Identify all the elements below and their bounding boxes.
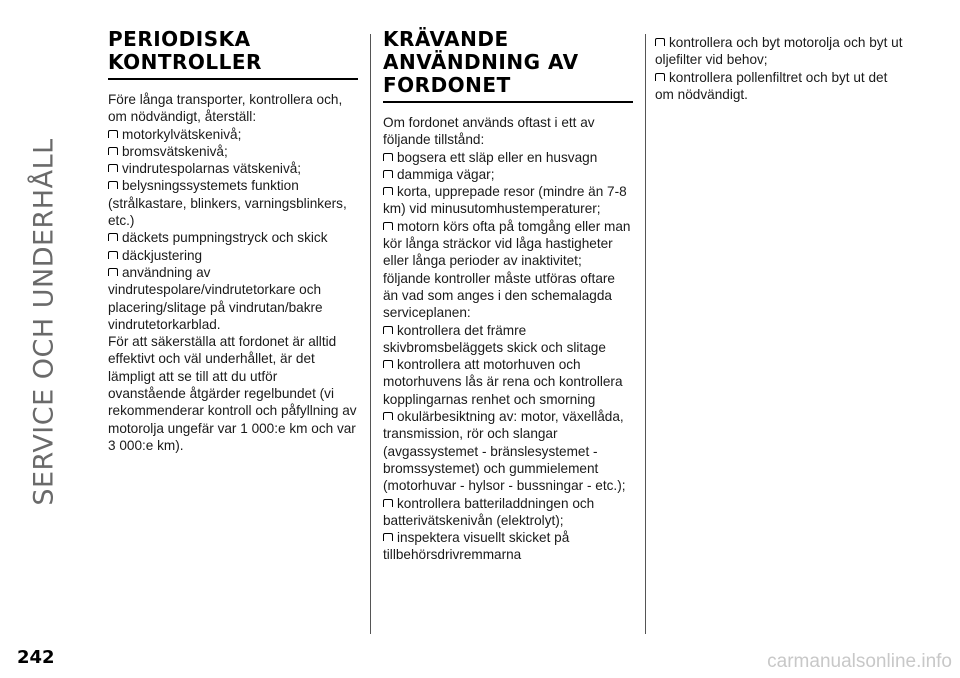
wrench-bullet-icon bbox=[383, 153, 393, 161]
heading-rule bbox=[108, 78, 358, 80]
wrench-bullet-icon bbox=[383, 222, 393, 230]
column-divider bbox=[645, 34, 646, 634]
list-item: användning av vindrutespolare/vindrutetorkare och placering/slitage på vindrutan/bakre vindrutetorkarblad. bbox=[108, 264, 323, 332]
periodic-checks-section bbox=[108, 28, 358, 454]
wrench-bullet-icon bbox=[655, 73, 665, 81]
wrench-bullet-icon bbox=[383, 326, 393, 334]
page-number: 242 bbox=[17, 647, 55, 668]
chapter-side-title: SERVICE OCH UNDERHÅLL bbox=[28, 138, 60, 506]
wrench-bullet-icon bbox=[108, 251, 118, 259]
list-item: kontrollera batteriladdningen och batterivätskenivån (elektrolyt); bbox=[383, 495, 595, 528]
wrench-bullet-icon bbox=[108, 233, 118, 241]
wrench-bullet-icon bbox=[108, 147, 118, 155]
section-closing: För att säkerställa att fordonet är alltid effektivt och väl underhållet, är det lämpligt att se till att du utför ovanstående åtgärder regelbundet (vi rekommenderar kontroll och påfyllning av motorolja ungefär var 1 000:e km och var 3 000:e km). bbox=[108, 334, 357, 453]
wrench-bullet-icon bbox=[383, 499, 393, 507]
watermark: carmanualsonline.info bbox=[767, 651, 952, 672]
column-divider bbox=[370, 34, 371, 634]
list-item: inspektera visuellt skicket på tillbehörsdrivremmarna bbox=[383, 530, 570, 563]
wrench-bullet-icon bbox=[108, 268, 118, 276]
wrench-bullet-icon bbox=[383, 187, 393, 195]
section-intro: Om fordonet används oftast i ett av följande tillstånd: bbox=[383, 115, 595, 148]
wrench-bullet-icon bbox=[108, 164, 118, 172]
list-item: däckjustering bbox=[108, 247, 358, 264]
list-item: vindrutespolarnas vätskenivå; bbox=[108, 160, 358, 177]
checks-intro: följande kontroller måste utföras oftare än vad som anges i den schemalagda serviceplanen: bbox=[383, 270, 615, 321]
section-intro: Före långa transporter, kontrollera och, om nödvändigt, återställ: bbox=[108, 92, 343, 125]
list-item: motorkylvätskenivå; bbox=[108, 126, 358, 143]
heading-rule bbox=[383, 101, 633, 103]
wrench-bullet-icon bbox=[655, 38, 665, 46]
wrench-bullet-icon bbox=[108, 181, 118, 189]
wrench-bullet-icon bbox=[383, 360, 393, 368]
list-item: okulärbesiktning av: motor, växellåda, transmission, rör och slangar (avgassystemet - bränslesystemet - bromssystemet) och gummielement (motorhuvar - hylsor - bussningar - etc.); bbox=[383, 409, 626, 494]
wrench-bullet-icon bbox=[383, 170, 393, 178]
section-heading: PERIODISKA KONTROLLER bbox=[108, 27, 262, 74]
list-item: bogsera ett släp eller en husvagn bbox=[383, 149, 633, 166]
wrench-bullet-icon bbox=[383, 533, 393, 541]
list-item: bromsvätskenivå; bbox=[108, 143, 358, 160]
wrench-bullet-icon bbox=[383, 412, 393, 420]
wrench-bullet-icon bbox=[108, 130, 118, 138]
continued-checks bbox=[655, 34, 910, 103]
list-item: kontrollera det främre skivbromsbeläggets skick och slitage bbox=[383, 322, 606, 355]
list-item: motorn körs ofta på tomgång eller man kör långa sträckor vid låga hastigheter eller långa perioder av inaktivitet; bbox=[383, 218, 631, 269]
list-item: korta, upprepade resor (mindre än 7-8 km) vid minusutomhustemperaturer; bbox=[383, 184, 627, 217]
list-item: däckets pumpningstryck och skick bbox=[108, 229, 358, 246]
list-item: belysningssystemets funktion (strålkastare, blinkers, varningsblinkers, etc.) bbox=[108, 178, 347, 229]
list-item: kontrollera att motorhuven och motorhuvens lås är rena och kontrollera kopplingarnas renhet och smorning bbox=[383, 357, 623, 407]
list-item: dammiga vägar; bbox=[383, 166, 633, 183]
list-item: kontrollera och byt motorolja och byt ut oljefilter vid behov; bbox=[655, 35, 903, 68]
demanding-use-section bbox=[383, 28, 633, 564]
list-item: kontrollera pollenfiltret och byt ut det om nödvändigt. bbox=[655, 69, 888, 102]
section-heading: KRÄVANDE ANVÄNDNING AV FORDONET bbox=[383, 27, 579, 97]
